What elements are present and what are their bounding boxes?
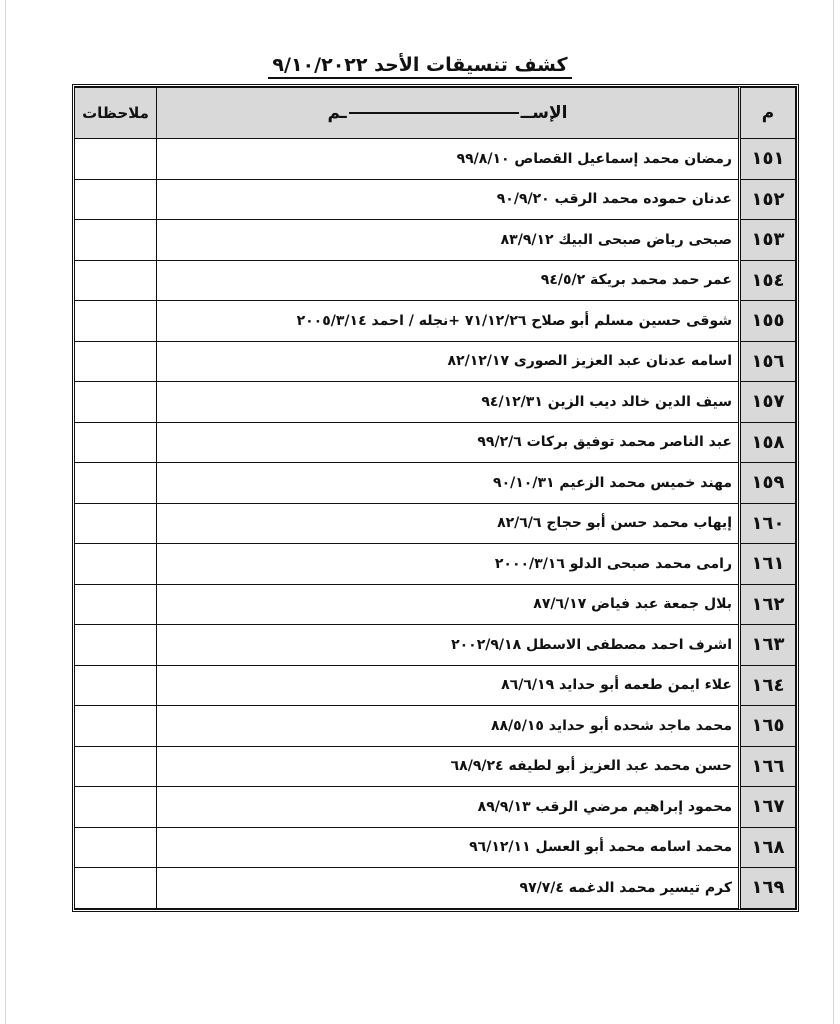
row-notes [75,665,157,706]
row-notes [75,382,157,423]
table-row [75,787,796,828]
header-notes: ملاحظات [75,88,157,139]
row-number: ١٦٠ [740,503,796,544]
table-row [75,665,796,706]
row-number: ١٦٧ [740,787,796,828]
table-row [75,422,796,463]
table-row [75,260,796,301]
table-body [75,139,796,909]
document-title: كشف تنسيقات الأحد ٩/١٠/٢٠٢٢ [268,54,571,79]
header-name-underline [349,112,519,114]
row-name: حسن محمد عبد العزيز أبو لطيفه ٦٨/٩/٢٤ [157,746,740,787]
row-name: رمضان محمد إسماعيل القصاص ٩٩/٨/١٠ [157,139,740,180]
row-number: ١٦٤ [740,665,796,706]
row-number: ١٦١ [740,544,796,585]
row-name: عمر حمد محمد بريكة ٩٤/٥/٢ [157,260,740,301]
row-number: ١٥٧ [740,382,796,423]
row-notes [75,463,157,504]
row-name: محمد اسامه محمد أبو العسل ٩٦/١٢/١١ [157,827,740,868]
names-table [74,87,796,909]
row-notes [75,139,157,180]
document-title-container [0,54,840,76]
row-notes [75,260,157,301]
table-row [75,463,796,504]
row-notes [75,787,157,828]
row-notes [75,503,157,544]
table-row [75,301,796,342]
row-notes [75,544,157,585]
row-notes [75,706,157,747]
table-header-row [75,88,796,139]
row-notes [75,827,157,868]
row-notes [75,868,157,909]
header-name-start: الإســ [520,103,568,123]
row-number: ١٦٢ [740,584,796,625]
row-notes [75,422,157,463]
page-edge [833,0,834,1024]
row-number: ١٥٨ [740,422,796,463]
row-notes [75,301,157,342]
row-notes [75,746,157,787]
table-row [75,625,796,666]
table-row [75,341,796,382]
row-name: عدنان حموده محمد الرقب ٩٠/٩/٢٠ [157,179,740,220]
row-number: ١٦٩ [740,868,796,909]
row-number: ١٦٥ [740,706,796,747]
row-name: علاء ايمن طعمه أبو حدايد ٨٦/٦/١٩ [157,665,740,706]
row-name: كرم تيسير محمد الدغمه ٩٧/٧/٤ [157,868,740,909]
coordination-sheet [72,84,799,912]
table-row [75,827,796,868]
row-name: بلال جمعة عبد فياض ٨٧/٦/١٧ [157,584,740,625]
row-name: مهند خميس محمد الزعيم ٩٠/١٠/٣١ [157,463,740,504]
row-name: اشرف احمد مصطفى الاسطل ٢٠٠٢/٩/١٨ [157,625,740,666]
row-number: ١٦٨ [740,827,796,868]
row-name: اسامه عدنان عبد العزيز الصورى ٨٢/١٢/١٧ [157,341,740,382]
table-row [75,179,796,220]
row-name: محمود إبراهيم مرضي الرقب ٨٩/٩/١٣ [157,787,740,828]
table-row [75,706,796,747]
header-name-end: ـم [327,103,347,123]
table-row [75,746,796,787]
row-name: إيهاب محمد حسن أبو حجاج ٨٢/٦/٦ [157,503,740,544]
row-name: شوقى حسين مسلم أبو صلاح ٧١/١٢/٢٦ +نجله / احمد ٢٠٠٥/٣/١٤ [157,301,740,342]
row-name: صبحى رياض صبحى البيك ٨٣/٩/١٢ [157,220,740,261]
row-notes [75,220,157,261]
row-number: ١٥٤ [740,260,796,301]
row-name: سيف الدين خالد ديب الزين ٩٤/١٢/٣١ [157,382,740,423]
header-number: م [740,88,796,139]
row-number: ١٥٣ [740,220,796,261]
table-row [75,382,796,423]
row-number: ١٥٢ [740,179,796,220]
table-row [75,139,796,180]
row-number: ١٥٩ [740,463,796,504]
page-edge [5,0,6,1024]
row-name: عبد الناصر محمد توفيق بركات ٩٩/٢/٦ [157,422,740,463]
row-number: ١٥٥ [740,301,796,342]
row-notes [75,341,157,382]
row-notes [75,584,157,625]
row-number: ١٦٣ [740,625,796,666]
header-name [157,88,740,139]
row-name: رامى محمد صبحى الدلو ٢٠٠٠/٣/١٦ [157,544,740,585]
table-row [75,220,796,261]
row-name: محمد ماجد شحده أبو حدايد ٨٨/٥/١٥ [157,706,740,747]
row-notes [75,625,157,666]
row-number: ١٥٦ [740,341,796,382]
table-row [75,868,796,909]
table-row [75,544,796,585]
table-row [75,584,796,625]
table-row [75,503,796,544]
row-number: ١٦٦ [740,746,796,787]
row-notes [75,179,157,220]
row-number: ١٥١ [740,139,796,180]
